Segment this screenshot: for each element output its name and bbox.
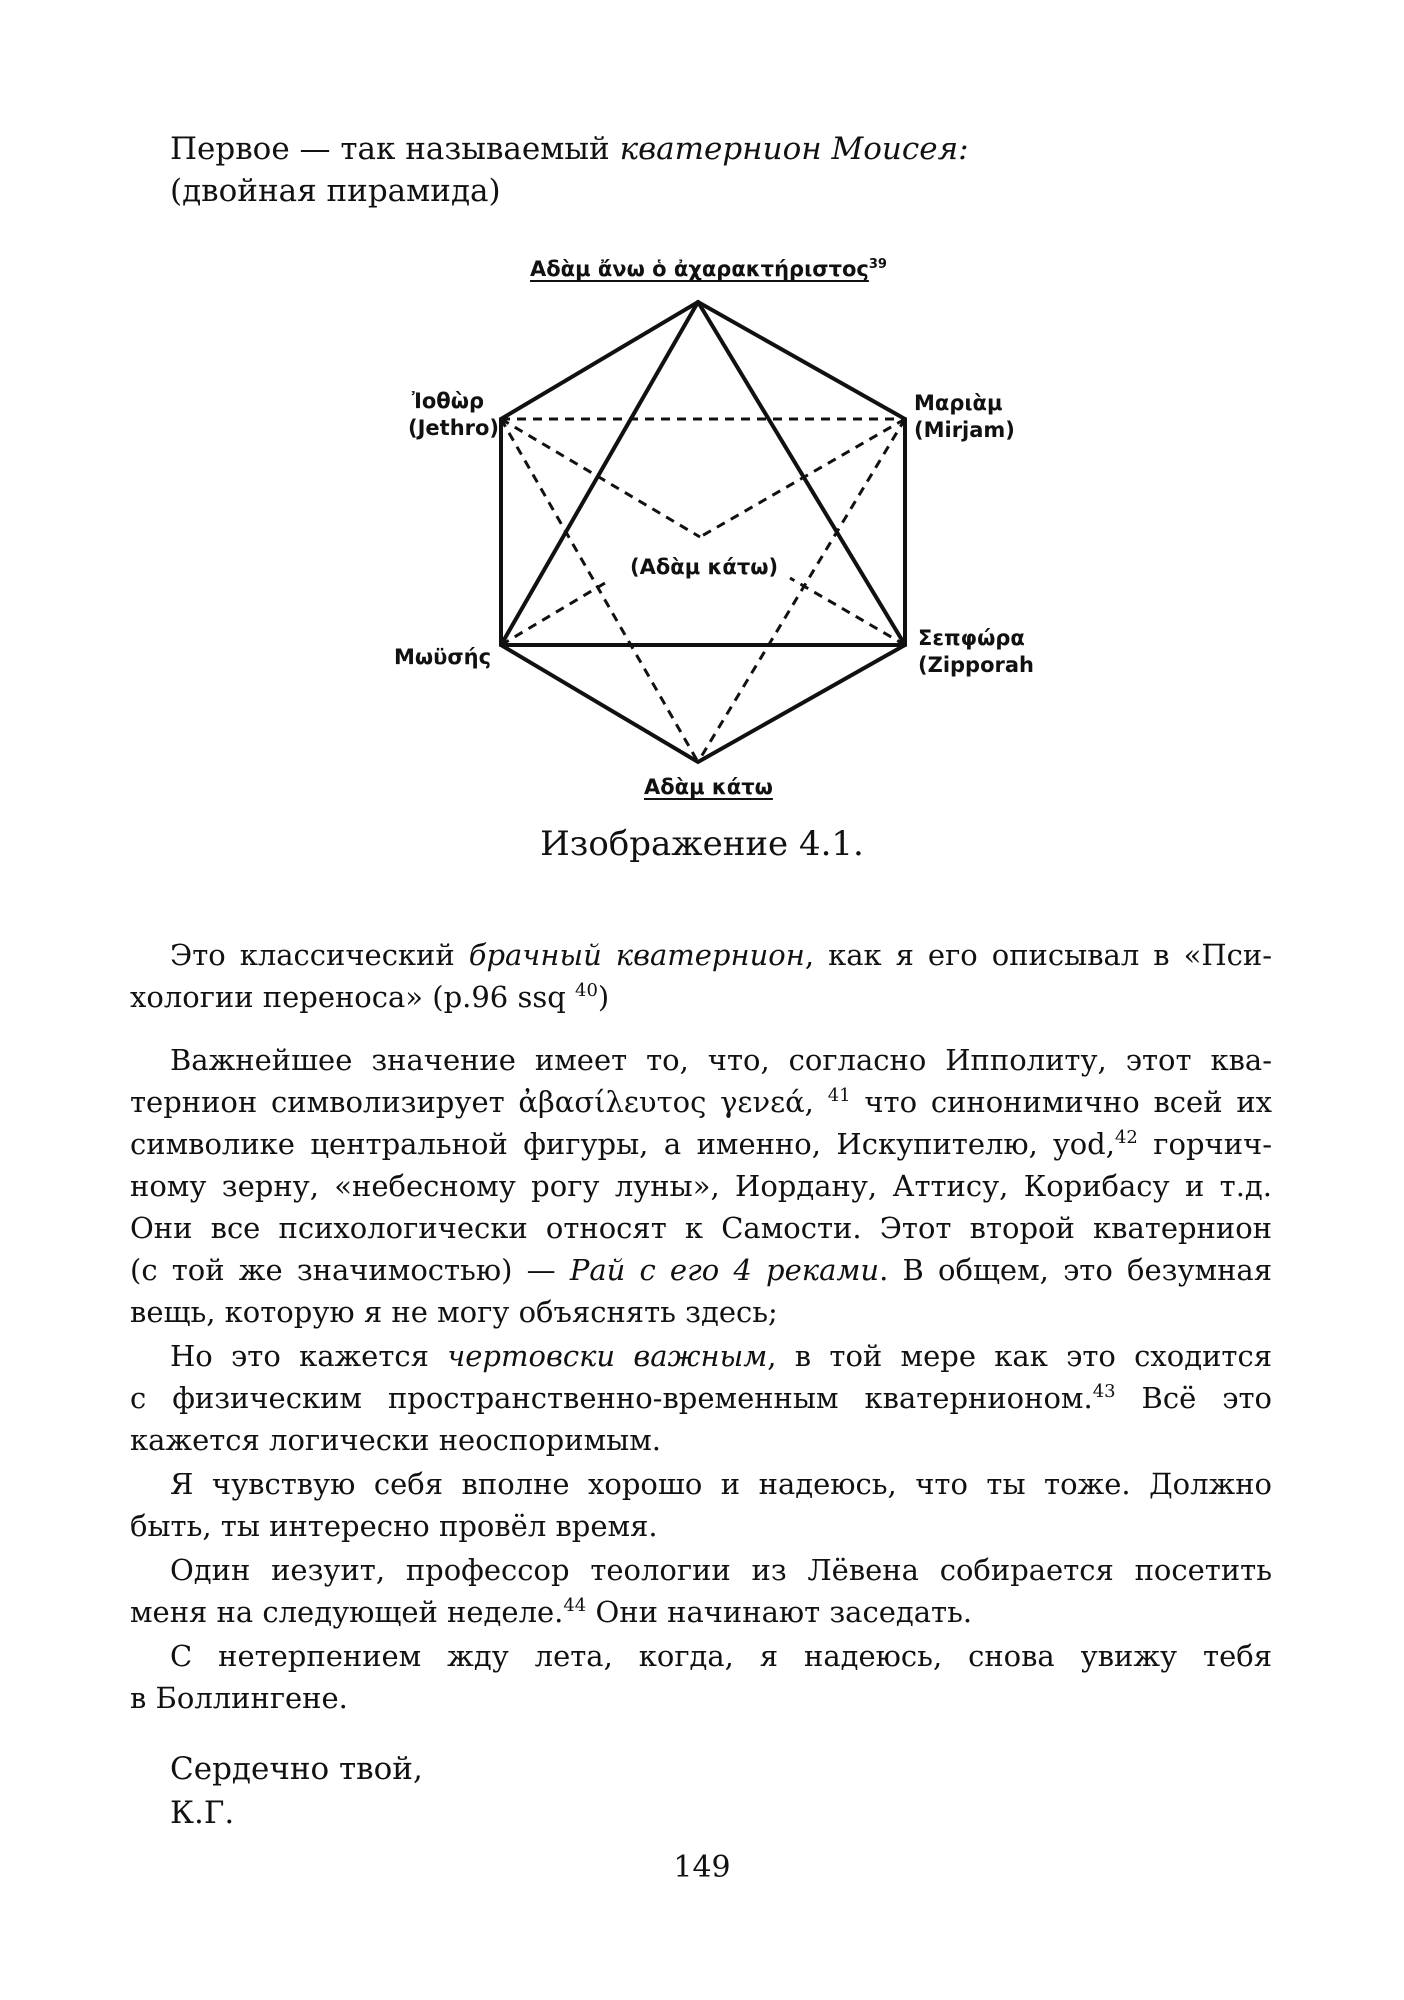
p5-line-1: Один иезуит, профессор теологии из Лёвена собирается посетить	[170, 1553, 1272, 1587]
diagram-lines	[0, 0, 1404, 850]
p2-line-5: Они все психологически относят к Самости. Этот второй кватернион	[130, 1211, 1272, 1245]
p2-line-3: символике центральной фигуры, а именно, Искупителю, yod,$^{42}$ горчич-	[130, 1126, 1272, 1161]
p6-line-2: в Боллингене.	[130, 1681, 348, 1715]
dashed-lr-to-center	[790, 578, 905, 645]
lower-right-label: Σεπφώρα (Zipporah	[918, 626, 1034, 677]
p3-line-3: кажется логически неоспоримым.	[130, 1423, 661, 1457]
p2-line-4: ному зерну, «небесному рогу луны», Иордану, Аттису, Корибасу и т.д.	[130, 1169, 1272, 1203]
apex-to-lower-right	[698, 302, 905, 645]
signature: К.Г.	[170, 1795, 235, 1831]
lower-left-label: Μωϋσής	[394, 645, 492, 669]
center-label: (Αδὰμ κάτω)	[630, 555, 779, 579]
p1-line-2: хологии переноса» (p.96 ssq $^{40}$)	[130, 979, 610, 1014]
moses-quaternion-term: кватернион Моисея:	[619, 131, 969, 167]
dashed-ur-to-center	[700, 419, 905, 537]
p3-line-1: Но это кажется чертовски важным, в той мере как это сходится	[170, 1339, 1272, 1373]
intro-line-2: (двойная пирамида)	[170, 173, 501, 209]
hexagon-outline	[501, 302, 905, 762]
p2-line-1: Важнейшее значение имеет то, что, согласно Ипполиту, этот ква-	[170, 1043, 1272, 1077]
page-number: 149	[673, 1850, 731, 1885]
top-label: Αδὰμ ἄνω ὁ ἀχαρακτήριστος$^{39}$	[530, 256, 887, 281]
p5-line-2: меня на следующей неделе.$^{44}$ Они начинают заседать.	[130, 1594, 973, 1629]
p3-line-2: с физическим пространственно-временным кватернионом.$^{43}$ Всё это	[130, 1380, 1272, 1415]
p2-line-6: (с той же значимостью) — Рай с его 4 реками. В общем, это безумная	[130, 1253, 1272, 1287]
salutation: Сердечно твой,	[170, 1751, 423, 1787]
upper-left-label: Ἰοθὼρ (Jethro)	[408, 389, 500, 440]
intro-line-1: Первое — так называемый кватернион Моисея:	[170, 131, 969, 167]
figure-caption: Изображение 4.1.	[540, 824, 864, 864]
p2-line-2: тернион символизирует ἀβασίλευτος γενεά, $^{41}$ что синонимично всей их	[130, 1084, 1273, 1119]
dashed-ll-to-center	[501, 580, 610, 645]
p6-line-1: С нетерпением жду лета, когда, я надеюсь, снова увижу тебя	[170, 1639, 1272, 1673]
apex-to-lower-left	[501, 302, 698, 645]
bottom-label: Αδὰμ κάτω	[644, 775, 773, 799]
upper-right-label: Μαριὰμ (Mirjam)	[914, 391, 1015, 442]
p4-line-2: быть, ты интересно провёл время.	[130, 1509, 658, 1543]
dashed-ul-to-center	[501, 419, 700, 537]
p1-line-1: Это классический брачный кватернион, как я его описывал в «Пси-	[170, 938, 1273, 972]
p4-line-1: Я чувствую себя вполне хорошо и надеюсь, что ты тоже. Должно	[170, 1467, 1272, 1501]
p2-line-7: вещь, которую я не могу объяснять здесь;	[130, 1295, 778, 1329]
